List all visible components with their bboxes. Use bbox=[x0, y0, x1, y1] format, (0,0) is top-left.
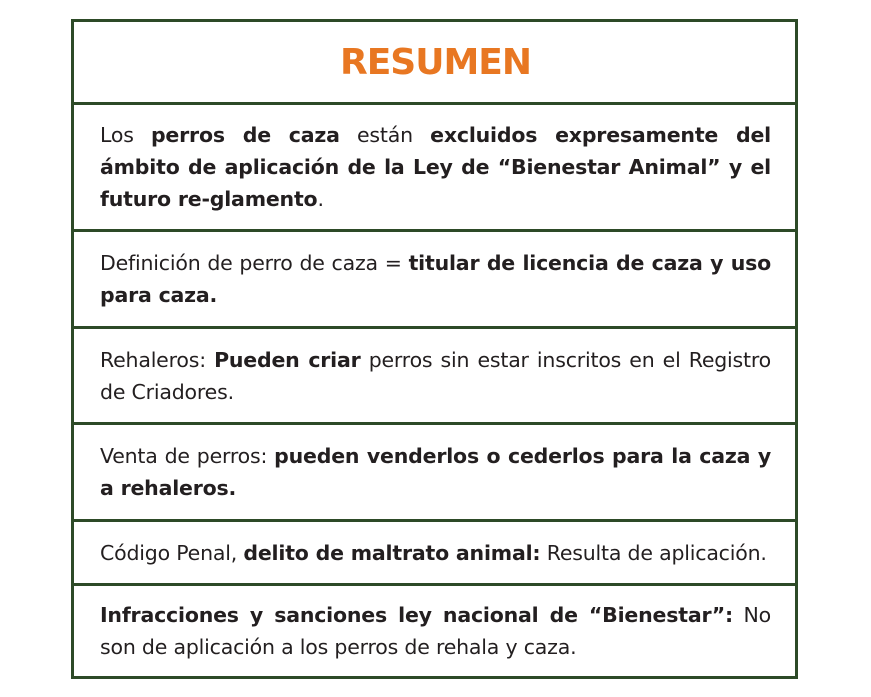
summary-box bbox=[71, 19, 798, 679]
bold-span: Pueden criar bbox=[214, 347, 361, 372]
summary-text bbox=[100, 247, 771, 311]
summary-text bbox=[100, 344, 771, 408]
summary-title: RESUMEN bbox=[339, 41, 532, 83]
text-span: perros sin estar inscritos en el Registro de Criadores. bbox=[100, 347, 771, 404]
text-span: Los bbox=[100, 123, 151, 147]
bold-span: delito de maltrato animal: bbox=[243, 540, 541, 565]
bold-span: excluidos expresamente del ámbito de aplicación de la Ley de “Bienestar Animal” y el futuro re-glamento bbox=[100, 123, 772, 211]
text-span: Venta de perros: bbox=[100, 444, 275, 468]
summary-row-infractions bbox=[74, 583, 795, 676]
bold-span: titular de licencia de caza y uso para caza. bbox=[100, 251, 771, 307]
text-span: Resulta de aplicación. bbox=[540, 540, 767, 565]
bold-span: pueden venderlos o cederlos para la caza y a rehaleros. bbox=[100, 444, 771, 500]
summary-header bbox=[74, 22, 795, 102]
bold-span: perros de caza bbox=[150, 123, 340, 147]
text-span: . bbox=[317, 187, 324, 211]
text-span: están bbox=[339, 123, 431, 147]
summary-row-definition bbox=[74, 229, 795, 326]
summary-row-rehaleros bbox=[74, 326, 795, 422]
summary-text bbox=[100, 440, 771, 504]
summary-row-hunting-dogs-excluded bbox=[74, 102, 795, 229]
summary-text bbox=[100, 119, 771, 215]
summary-row-sale bbox=[74, 422, 795, 519]
text-span: Rehaleros: bbox=[100, 347, 215, 372]
summary-row-penal-code bbox=[74, 519, 795, 583]
text-span: Código Penal, bbox=[100, 540, 244, 565]
bold-span: Infracciones y sanciones ley nacional de “Bienestar”: bbox=[100, 603, 734, 627]
text-span: Definición de perro de caza = bbox=[100, 251, 409, 275]
summary-text bbox=[100, 599, 771, 663]
summary-text bbox=[100, 537, 767, 569]
text-span: No son de aplicación a los perros de rehala y caza. bbox=[100, 603, 771, 659]
